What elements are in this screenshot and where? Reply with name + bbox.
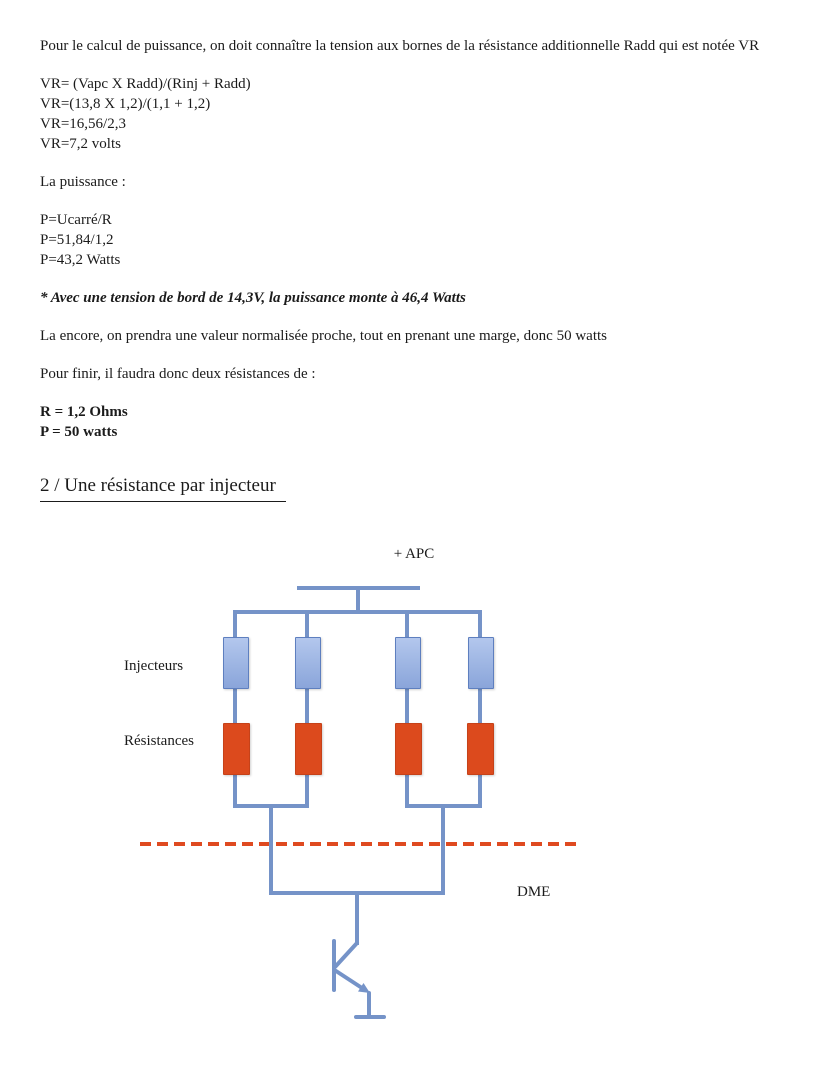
power-formula-line: P=Ucarré/R [40, 212, 112, 228]
puissance-label: La puissance : [40, 174, 126, 190]
tail-wire [478, 770, 482, 808]
branch-wire [405, 610, 409, 640]
result-resistance: R = 1,2 Ohms [40, 404, 128, 420]
intro-paragraph: Pour le calcul de puissance, on doit connaître la tension aux bornes de la résistance additionnelle Radd qui est notée VR [40, 38, 760, 54]
tail-wire [305, 770, 309, 808]
link-wire [305, 684, 309, 726]
link-wire [233, 684, 237, 726]
branch-wire [305, 610, 309, 640]
apc-label: + APC [393, 546, 435, 562]
power-formula-line: P=51,84/1,2 [40, 232, 114, 248]
resistors-label: Résistances [124, 733, 194, 749]
link-wire [405, 684, 409, 726]
final-line: Pour finir, il faudra donc deux résistances de : [40, 366, 316, 382]
mid-drop-wire [441, 804, 445, 895]
power-formula-line: P=43,2 Watts [40, 252, 121, 268]
vr-formula-line: VR= (Vapc X Radd)/(Rinj + Radd) [40, 76, 251, 92]
dme-boundary-dashed-line [140, 842, 580, 846]
tail-wire [233, 770, 237, 808]
mid-drop-wire [269, 804, 273, 895]
vr-formula-line: VR=16,56/2,3 [40, 116, 126, 132]
voltage-note: * Avec une tension de bord de 14,3V, la puissance monte à 46,4 Watts [40, 290, 466, 306]
branch-wire [478, 610, 482, 640]
vr-formula-line: VR=(13,8 X 1,2)/(1,1 + 1,2) [40, 96, 211, 112]
injector-symbol [295, 637, 321, 689]
injectors-label: Injecteurs [124, 658, 184, 674]
section-heading: 2 / Une résistance par injecteur [40, 474, 286, 502]
dme-label: DME [517, 884, 551, 900]
injector-symbol [395, 637, 421, 689]
result-power: P = 50 watts [40, 424, 118, 440]
distribution-bus-wire [233, 610, 482, 614]
injector-symbol [223, 637, 249, 689]
vr-formula-line: VR=7,2 volts [40, 136, 121, 152]
link-wire [478, 684, 482, 726]
transistor-icon [318, 933, 410, 1029]
normalized-value-line: La encore, on prendra une valeur normalisée proche, tout en prenant une marge, donc 50 watts [40, 328, 608, 344]
injector-symbol [468, 637, 494, 689]
resistor-symbol [467, 723, 494, 775]
resistor-symbol [295, 723, 322, 775]
resistor-symbol [395, 723, 422, 775]
branch-wire [233, 610, 237, 640]
resistor-symbol [223, 723, 250, 775]
tail-wire [405, 770, 409, 808]
